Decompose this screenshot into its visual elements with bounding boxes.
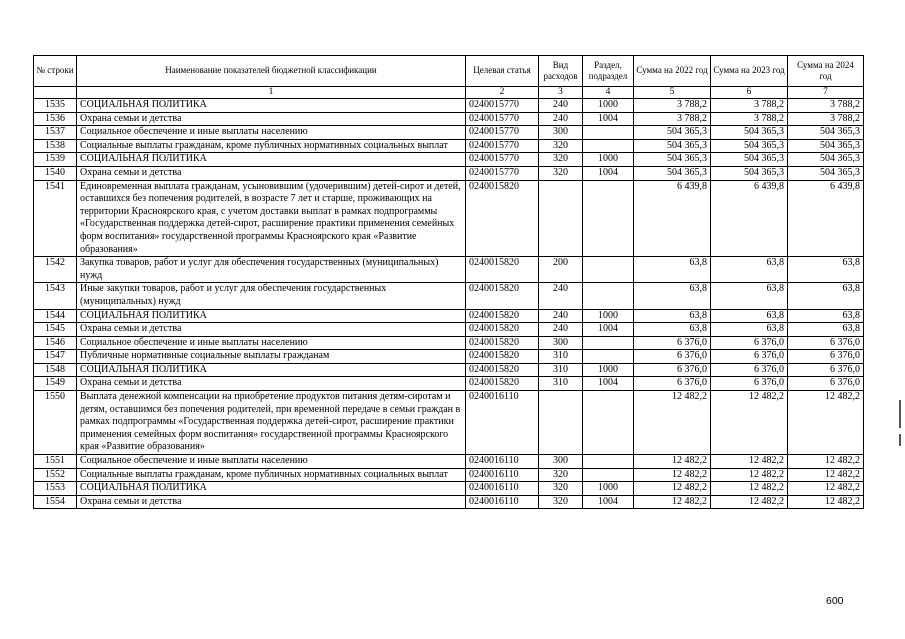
table-row [34, 482, 864, 496]
column-index: 1 [77, 87, 466, 99]
table-row [34, 391, 864, 455]
sum-2022: 6 376,0 [634, 336, 711, 350]
target-article: 0240016110 [466, 455, 539, 469]
expense-kind: 200 [539, 257, 583, 283]
indicator-name: Охрана семьи и детства [77, 166, 466, 180]
sum-2022: 6 376,0 [634, 350, 711, 364]
sum-2022: 3 788,2 [634, 99, 711, 113]
table-row [34, 455, 864, 469]
sum-2023: 63,8 [711, 283, 788, 309]
sum-2022: 12 482,2 [634, 391, 711, 455]
sum-2024: 6 376,0 [788, 350, 864, 364]
column-index: 3 [539, 87, 583, 99]
target-article: 0240015820 [466, 350, 539, 364]
expense-kind: 240 [539, 309, 583, 323]
target-article: 0240016110 [466, 482, 539, 496]
sum-2024: 63,8 [788, 323, 864, 337]
row-number: 1554 [34, 495, 77, 509]
header-target: Целевая статья [466, 56, 539, 87]
target-article: 0240015820 [466, 180, 539, 257]
sum-2024: 6 376,0 [788, 336, 864, 350]
target-article: 0240015820 [466, 363, 539, 377]
row-number: 1552 [34, 468, 77, 482]
sum-2023: 6 376,0 [711, 350, 788, 364]
header-section: Раздел, подраздел [583, 56, 634, 87]
sum-2024: 12 482,2 [788, 455, 864, 469]
sum-2024: 504 365,3 [788, 166, 864, 180]
indicator-name: Социальные выплаты гражданам, кроме публичных нормативных социальных выплат [77, 468, 466, 482]
section-code [583, 180, 634, 257]
header-sum-2022: Сумма на 2022 год [634, 56, 711, 87]
sum-2022: 12 482,2 [634, 455, 711, 469]
expense-kind: 300 [539, 455, 583, 469]
sum-2023: 12 482,2 [711, 391, 788, 455]
indicator-name: Единовременная выплата гражданам, усыновившим (удочерившим) детей-сирот и детей, оставшихся без попечения родителей, в возрасте 7 лет и старше, проживающих на территории Красноярского края, с учетом доставки выплат в рамках подпрограммы «Государственная поддержка детей-сирот, расширение практики применения семейных форм воспитания» государственной программы Красноярского края «Развитие образования» [77, 180, 466, 257]
table-row [34, 99, 864, 113]
sum-2022: 12 482,2 [634, 495, 711, 509]
sum-2024: 6 439,8 [788, 180, 864, 257]
sum-2022: 12 482,2 [634, 482, 711, 496]
column-index: 5 [634, 87, 711, 99]
indicator-name: Социальные выплаты гражданам, кроме публичных нормативных социальных выплат [77, 139, 466, 153]
section-code [583, 336, 634, 350]
table-row [34, 495, 864, 509]
column-index-row [34, 87, 864, 99]
target-article: 0240015770 [466, 126, 539, 140]
expense-kind [539, 180, 583, 257]
header-sum-2024: Сумма на 2024 год [788, 56, 864, 87]
table-row [34, 166, 864, 180]
table-row [34, 336, 864, 350]
sum-2023: 504 365,3 [711, 139, 788, 153]
section-code: 1004 [583, 377, 634, 391]
sum-2024: 12 482,2 [788, 482, 864, 496]
row-number: 1553 [34, 482, 77, 496]
sum-2022: 6 439,8 [634, 180, 711, 257]
indicator-name: Социальное обеспечение и иные выплаты населению [77, 455, 466, 469]
target-article: 0240015770 [466, 139, 539, 153]
scan-edge-mark [899, 434, 901, 446]
row-number: 1548 [34, 363, 77, 377]
expense-kind: 300 [539, 126, 583, 140]
row-number: 1535 [34, 99, 77, 113]
expense-kind: 240 [539, 283, 583, 309]
sum-2023: 504 365,3 [711, 153, 788, 167]
indicator-name: Охрана семьи и детства [77, 112, 466, 126]
sum-2024: 63,8 [788, 257, 864, 283]
expense-kind: 320 [539, 153, 583, 167]
table-row [34, 323, 864, 337]
table-row [34, 309, 864, 323]
table-row [34, 112, 864, 126]
expense-kind: 240 [539, 323, 583, 337]
sum-2023: 6 439,8 [711, 180, 788, 257]
target-article: 0240016110 [466, 391, 539, 455]
target-article: 0240015770 [466, 99, 539, 113]
target-article: 0240015820 [466, 377, 539, 391]
target-article: 0240016110 [466, 468, 539, 482]
row-number: 1546 [34, 336, 77, 350]
sum-2022: 6 376,0 [634, 363, 711, 377]
row-number: 1551 [34, 455, 77, 469]
row-number: 1549 [34, 377, 77, 391]
sum-2023: 12 482,2 [711, 495, 788, 509]
row-number: 1542 [34, 257, 77, 283]
indicator-name: СОЦИАЛЬНАЯ ПОЛИТИКА [77, 363, 466, 377]
section-code: 1004 [583, 495, 634, 509]
target-article: 0240015820 [466, 257, 539, 283]
section-code [583, 126, 634, 140]
sum-2024: 3 788,2 [788, 112, 864, 126]
sum-2022: 63,8 [634, 283, 711, 309]
column-index: 6 [711, 87, 788, 99]
row-number: 1538 [34, 139, 77, 153]
target-article: 0240015820 [466, 283, 539, 309]
sum-2024: 12 482,2 [788, 391, 864, 455]
row-number: 1547 [34, 350, 77, 364]
sum-2024: 63,8 [788, 283, 864, 309]
table-header [34, 56, 864, 99]
expense-kind [539, 391, 583, 455]
section-code: 1004 [583, 112, 634, 126]
target-article: 0240015770 [466, 166, 539, 180]
indicator-name: Выплата денежной компенсации на приобретение продуктов питания детям-сиротам и детям, оставшимся без попечения родителей, при временной передаче в семьи граждан в рамках подпрограммы «Государственная поддержка детей-сирот, расширение практики применения семейных форм воспитания» государственной программы Красноярского края «Развитие образования» [77, 391, 466, 455]
sum-2023: 63,8 [711, 323, 788, 337]
sum-2023: 3 788,2 [711, 112, 788, 126]
sum-2023: 63,8 [711, 309, 788, 323]
target-article: 0240015820 [466, 309, 539, 323]
indicator-name: СОЦИАЛЬНАЯ ПОЛИТИКА [77, 99, 466, 113]
sum-2024: 504 365,3 [788, 139, 864, 153]
table-row [34, 126, 864, 140]
row-number: 1545 [34, 323, 77, 337]
row-number: 1544 [34, 309, 77, 323]
expense-kind: 320 [539, 166, 583, 180]
table-row [34, 257, 864, 283]
sum-2023: 6 376,0 [711, 336, 788, 350]
header-sum-2023: Сумма на 2023 год [711, 56, 788, 87]
header-name: Наименование показателей бюджетной классификации [77, 56, 466, 87]
row-number: 1539 [34, 153, 77, 167]
sum-2024: 504 365,3 [788, 153, 864, 167]
sum-2023: 504 365,3 [711, 126, 788, 140]
expense-kind: 320 [539, 468, 583, 482]
expense-kind: 300 [539, 336, 583, 350]
sum-2023: 6 376,0 [711, 377, 788, 391]
section-code [583, 455, 634, 469]
row-number: 1536 [34, 112, 77, 126]
section-code: 1000 [583, 309, 634, 323]
expense-kind: 310 [539, 363, 583, 377]
indicator-name: Публичные нормативные социальные выплаты гражданам [77, 350, 466, 364]
indicator-name: Охрана семьи и детства [77, 495, 466, 509]
table-row [34, 139, 864, 153]
header-row-no: № строки [34, 56, 77, 87]
page-number: 600 [826, 595, 844, 607]
sum-2023: 63,8 [711, 257, 788, 283]
sum-2023: 3 788,2 [711, 99, 788, 113]
section-code [583, 139, 634, 153]
indicator-name: СОЦИАЛЬНАЯ ПОЛИТИКА [77, 153, 466, 167]
sum-2022: 3 788,2 [634, 112, 711, 126]
table-row [34, 180, 864, 257]
section-code: 1004 [583, 166, 634, 180]
sum-2022: 63,8 [634, 323, 711, 337]
expense-kind: 320 [539, 139, 583, 153]
row-number: 1537 [34, 126, 77, 140]
column-index: 2 [466, 87, 539, 99]
sum-2022: 63,8 [634, 309, 711, 323]
section-code: 1000 [583, 482, 634, 496]
section-code [583, 283, 634, 309]
indicator-name: Социальное обеспечение и иные выплаты населению [77, 336, 466, 350]
indicator-name: Закупка товаров, работ и услуг для обеспечения государственных (муниципальных) нужд [77, 257, 466, 283]
sum-2023: 504 365,3 [711, 166, 788, 180]
indicator-name: СОЦИАЛЬНАЯ ПОЛИТИКА [77, 482, 466, 496]
sum-2024: 6 376,0 [788, 377, 864, 391]
scan-edge-mark [899, 400, 901, 428]
sum-2023: 6 376,0 [711, 363, 788, 377]
row-number: 1543 [34, 283, 77, 309]
sum-2023: 12 482,2 [711, 482, 788, 496]
sum-2022: 504 365,3 [634, 153, 711, 167]
target-article: 0240015770 [466, 112, 539, 126]
sum-2022: 504 365,3 [634, 139, 711, 153]
sum-2024: 3 788,2 [788, 99, 864, 113]
row-number: 1550 [34, 391, 77, 455]
table-body [34, 99, 864, 509]
row-number: 1541 [34, 180, 77, 257]
indicator-name: Охрана семьи и детства [77, 323, 466, 337]
table-row [34, 468, 864, 482]
table-row [34, 377, 864, 391]
expense-kind: 310 [539, 377, 583, 391]
expense-kind: 240 [539, 99, 583, 113]
indicator-name: СОЦИАЛЬНАЯ ПОЛИТИКА [77, 309, 466, 323]
header-kind: Вид расходов [539, 56, 583, 87]
sum-2024: 6 376,0 [788, 363, 864, 377]
table-row [34, 283, 864, 309]
expense-kind: 310 [539, 350, 583, 364]
expense-kind: 320 [539, 482, 583, 496]
sum-2022: 504 365,3 [634, 166, 711, 180]
sum-2022: 12 482,2 [634, 468, 711, 482]
expense-kind: 320 [539, 495, 583, 509]
target-article: 0240015820 [466, 323, 539, 337]
row-number: 1540 [34, 166, 77, 180]
column-index: 7 [788, 87, 864, 99]
section-code: 1000 [583, 99, 634, 113]
sum-2022: 504 365,3 [634, 126, 711, 140]
target-article: 0240016110 [466, 495, 539, 509]
section-code: 1000 [583, 363, 634, 377]
table-row [34, 363, 864, 377]
section-code [583, 468, 634, 482]
target-article: 0240015820 [466, 336, 539, 350]
sum-2024: 12 482,2 [788, 468, 864, 482]
sum-2022: 63,8 [634, 257, 711, 283]
sum-2024: 63,8 [788, 309, 864, 323]
section-code: 1000 [583, 153, 634, 167]
table-row [34, 153, 864, 167]
target-article: 0240015770 [466, 153, 539, 167]
sum-2024: 12 482,2 [788, 495, 864, 509]
expense-kind: 240 [539, 112, 583, 126]
section-code: 1004 [583, 323, 634, 337]
sum-2023: 12 482,2 [711, 455, 788, 469]
sum-2024: 504 365,3 [788, 126, 864, 140]
table-row [34, 350, 864, 364]
section-code [583, 391, 634, 455]
section-code [583, 350, 634, 364]
indicator-name: Иные закупки товаров, работ и услуг для обеспечения государственных (муниципальных) нужд [77, 283, 466, 309]
budget-table [33, 55, 864, 509]
indicator-name: Охрана семьи и детства [77, 377, 466, 391]
sum-2022: 6 376,0 [634, 377, 711, 391]
column-index [34, 87, 77, 99]
indicator-name: Социальное обеспечение и иные выплаты населению [77, 126, 466, 140]
sum-2023: 12 482,2 [711, 468, 788, 482]
section-code [583, 257, 634, 283]
column-index: 4 [583, 87, 634, 99]
